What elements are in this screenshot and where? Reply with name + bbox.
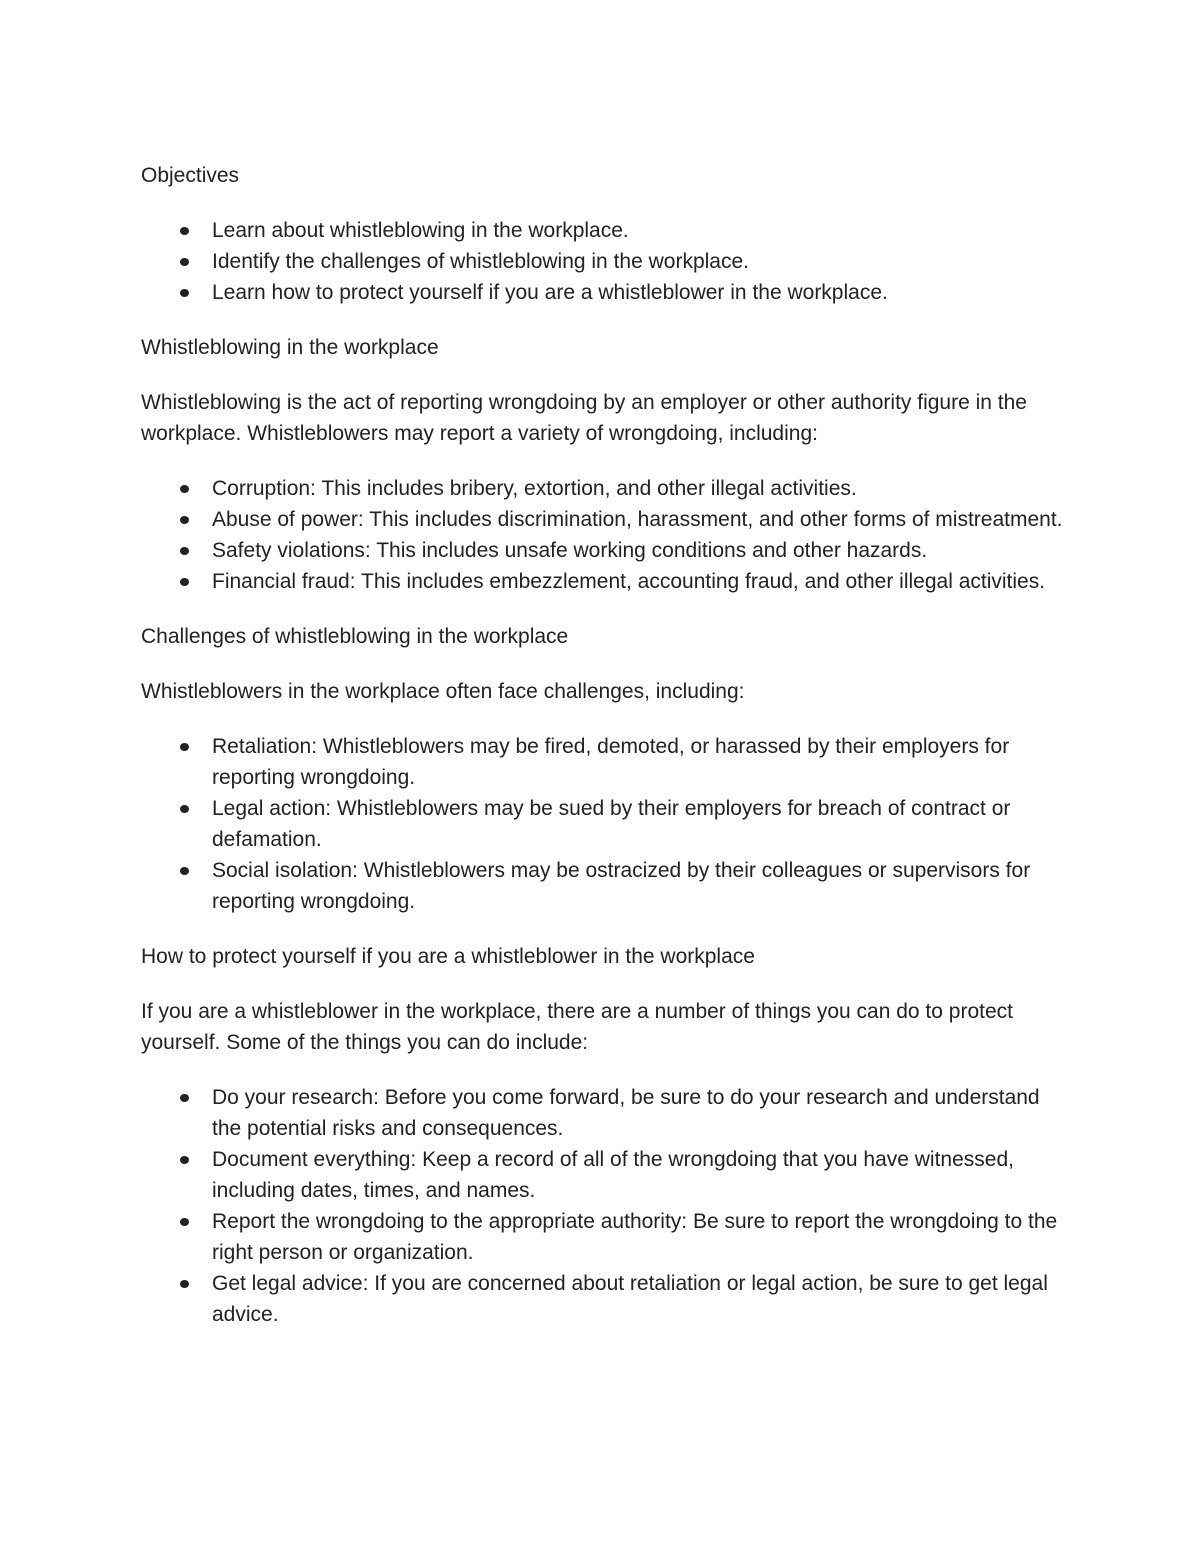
list-item	[141, 793, 1066, 855]
bullet-dot-icon	[180, 805, 189, 813]
list-item-text: Learn about whistleblowing in the workplace.	[212, 219, 629, 242]
list-item-text: Get legal advice: If you are concerned about retaliation or legal action, be sure to get legal advice.	[212, 1272, 1048, 1326]
document-section	[141, 160, 1066, 308]
list-item	[141, 504, 1066, 535]
bullet-dot-icon	[180, 1156, 189, 1164]
bullet-list	[141, 473, 1066, 597]
list-item-text: Retaliation: Whistleblowers may be fired, demoted, or harassed by their employers for reporting wrongdoing.	[212, 735, 1010, 789]
list-item	[141, 731, 1066, 793]
list-item	[141, 277, 1066, 308]
section-paragraph: Whistleblowers in the workplace often face challenges, including:	[141, 680, 745, 703]
section-heading: Objectives	[141, 164, 240, 187]
bullet-dot-icon	[180, 547, 189, 555]
list-item	[141, 473, 1066, 504]
bullet-list	[141, 731, 1066, 917]
list-item-text: Document everything: Keep a record of all of the wrongdoing that you have witnessed, including dates, times, and names.	[212, 1148, 1014, 1202]
list-item-text: Learn how to protect yourself if you are a whistleblower in the workplace.	[212, 281, 888, 304]
section-heading: Whistleblowing in the workplace	[141, 336, 439, 359]
section-paragraph: If you are a whistleblower in the workplace, there are a number of things you can do to protect yourself. Some of the things you can do include:	[141, 1000, 1013, 1054]
bullet-dot-icon	[180, 1280, 189, 1288]
list-item	[141, 246, 1066, 277]
bullet-dot-icon	[180, 867, 189, 875]
list-item	[141, 1268, 1066, 1330]
bullet-dot-icon	[180, 1094, 189, 1102]
list-item	[141, 1206, 1066, 1268]
bullet-dot-icon	[180, 743, 189, 751]
document-body	[141, 160, 1066, 1330]
list-item-text: Do your research: Before you come forward, be sure to do your research and understand the potential risks and consequences.	[212, 1086, 1040, 1140]
document-section	[141, 621, 1066, 917]
list-item-text: Social isolation: Whistleblowers may be ostracized by their colleagues or supervisors for reporting wrongdoing.	[212, 859, 1031, 913]
list-item-text: Abuse of power: This includes discrimination, harassment, and other forms of mistreatment.	[212, 508, 1063, 531]
bullet-dot-icon	[180, 1218, 189, 1226]
bullet-list	[141, 1082, 1066, 1330]
bullet-dot-icon	[180, 578, 189, 586]
list-item-text: Corruption: This includes bribery, extortion, and other illegal activities.	[212, 477, 857, 500]
list-item	[141, 1144, 1066, 1206]
document-section	[141, 941, 1066, 1330]
list-item-text: Safety violations: This includes unsafe working conditions and other hazards.	[212, 539, 928, 562]
list-item	[141, 855, 1066, 917]
list-item-text: Legal action: Whistleblowers may be sued by their employers for breach of contract or defamation.	[212, 797, 1011, 851]
bullet-dot-icon	[180, 258, 189, 266]
document-page	[141, 160, 1066, 1354]
list-item-text: Report the wrongdoing to the appropriate authority: Be sure to report the wrongdoing to the right person or organization.	[212, 1210, 1058, 1264]
list-item	[141, 215, 1066, 246]
list-item-text: Financial fraud: This includes embezzlement, accounting fraud, and other illegal activities.	[212, 570, 1046, 593]
bullet-list	[141, 215, 1066, 308]
bullet-dot-icon	[180, 485, 189, 493]
list-item	[141, 535, 1066, 566]
bullet-dot-icon	[180, 227, 189, 235]
list-item	[141, 1082, 1066, 1144]
list-item	[141, 566, 1066, 597]
list-item-text: Identify the challenges of whistleblowing in the workplace.	[212, 250, 749, 273]
section-heading: How to protect yourself if you are a whistleblower in the workplace	[141, 945, 755, 968]
section-heading: Challenges of whistleblowing in the workplace	[141, 625, 569, 648]
document-section	[141, 332, 1066, 597]
bullet-dot-icon	[180, 289, 189, 297]
bullet-dot-icon	[180, 516, 189, 524]
section-paragraph: Whistleblowing is the act of reporting wrongdoing by an employer or other authority figure in the workplace. Whistleblowers may report a variety of wrongdoing, including:	[141, 391, 1027, 445]
